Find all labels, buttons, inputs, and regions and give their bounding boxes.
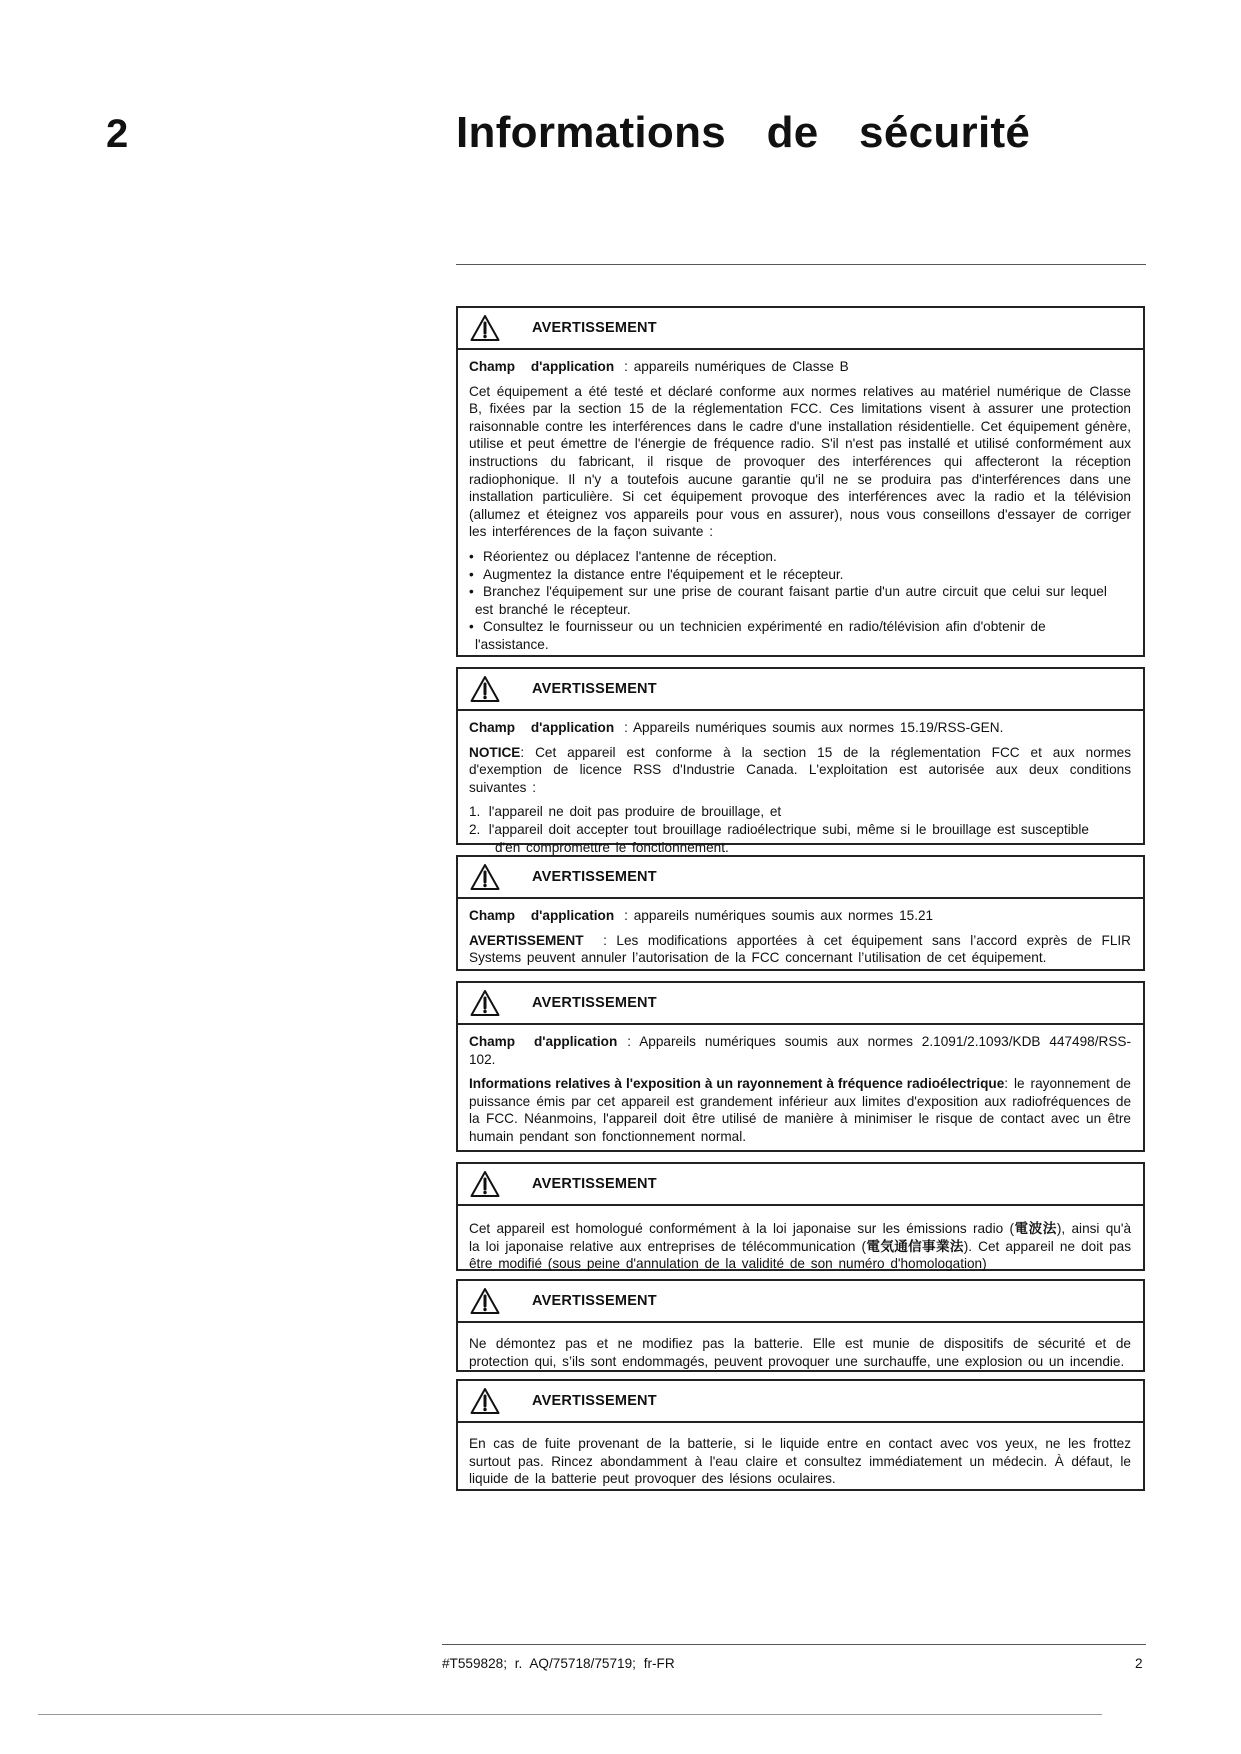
scope-line: Champ d'application : appareils numériques de Classe B: [469, 359, 849, 374]
warning-title: AVERTISSEMENT: [532, 869, 657, 885]
japanese-telecom-law: 電気通信事業法: [866, 1238, 964, 1254]
scope-text: Appareils numériques soumis aux normes 2.1091/2.1093/KDB 447498/RSS-102.: [469, 1034, 1131, 1067]
warning-title: AVERTISSEMENT: [532, 1293, 657, 1309]
warning-body: [458, 711, 1143, 862]
warning-paragraph: Cet équipement a été testé et déclaré conforme aux normes relatives au matériel numérique de Classe B, fixées par la section 15 de la réglementation FCC. Ces limitations visent à assurer une protection raisonnable contre les interférences dans le cadre d'une installation résidentielle. Cet équipement génère, utilise et peut émettre de l'énergie de fréquence radio. S'il n'est pas installé et utilisé conformément aux instructions du fabricant, il risque de provoquer des interférences qui affecteront la réception radiophonique. Il n'y a toutefois aucune garantie qu'il ne se produira pas d'interférences dans une installation particulière. Si cet équipement provoque des interférences avec la radio et la télévision (allumez et éteignez vos appareils pour vous en assurer), nous vous conseillons d'essayer de corriger les interférences de la façon suivante :: [469, 383, 1131, 540]
list-item: • Réorientez ou déplacez l'antenne de réception.: [469, 548, 1131, 566]
page-title: Informations de sécurité: [456, 108, 1031, 157]
warning-triangle-icon: [470, 989, 500, 1017]
warning-header: [458, 308, 1143, 350]
inner-warning-label: AVERTISSEMENT: [469, 932, 584, 948]
bullet-list: [469, 548, 1131, 654]
warning-header: [458, 983, 1143, 1025]
warning-header: [458, 857, 1143, 899]
scope-text: appareils numériques soumis aux normes 15.21: [633, 908, 934, 923]
warning-title: AVERTISSEMENT: [532, 320, 657, 336]
scope-label: Champ d'application: [469, 359, 615, 374]
scope-text: appareils numériques de Classe B: [633, 359, 849, 374]
document-reference: #T559828; r. AQ/75718/75719; fr-FR: [442, 1656, 675, 1671]
numbered-list: [469, 803, 1131, 856]
scope-text: Appareils numériques soumis aux normes 15.19/RSS-GEN.: [632, 720, 1004, 735]
warning-triangle-icon: [470, 314, 500, 342]
warning-box-rss-gen: [456, 667, 1145, 855]
warning-title: AVERTISSEMENT: [532, 995, 657, 1011]
warning-triangle-icon: [470, 1170, 500, 1198]
notice-paragraph: [469, 744, 1131, 797]
warning-triangle-icon: [470, 1387, 500, 1415]
warning-header: [458, 669, 1143, 711]
warning-box-japan: [456, 1162, 1145, 1271]
header-divider: [456, 264, 1146, 265]
warning-paragraph: Ne démontez pas et ne modifiez pas la batterie. Elle est munie de dispositifs de sécurité et de protection qui, s’ils sont endommagés, peuvent provoquer une surchauffe, une explosion ou un incendie.: [469, 1336, 1131, 1369]
warning-header: [458, 1381, 1143, 1423]
warning-triangle-icon: [470, 675, 500, 703]
warning-title: AVERTISSEMENT: [532, 1176, 657, 1192]
warning-title: AVERTISSEMENT: [532, 1393, 657, 1409]
list-item: 1. l'appareil ne doit pas produire de brouillage, et: [469, 804, 782, 820]
scope-line: Champ d'application : appareils numériques soumis aux normes 15.21: [469, 908, 934, 923]
scope-label: Champ d'application: [469, 908, 615, 923]
scope-line: Champ d'application : Appareils numériques soumis aux normes 15.19/RSS-GEN.: [469, 720, 1004, 735]
warning-box-class-b: [456, 306, 1145, 657]
list-item: • Consultez le fournisseur ou un technicien expérimenté en radio/télévision afin d'obtenir de l'assistance.: [469, 618, 1131, 653]
warning-triangle-icon: [470, 1287, 500, 1315]
warning-body: [458, 899, 1143, 973]
list-item: • Augmentez la distance entre l'équipement et le récepteur.: [469, 566, 1131, 584]
info-label: Informations relatives à l'exposition à un rayonnement à fréquence radioélectrique: [469, 1076, 1005, 1092]
footer-divider: [442, 1644, 1146, 1645]
notice-text: : Cet appareil est conforme à la section 15 de la réglementation FCC et aux normes d'exemption de licence RSS d'Industrie Canada. L'exploitation est autorisée aux deux conditions suivantes :: [469, 744, 1131, 795]
warning-header: [458, 1164, 1143, 1206]
warning-body: [458, 1423, 1143, 1494]
warning-paragraph: Cet appareil est homologué conformément à la loi japonaise sur les émissions radio (電波法), ainsi qu'à la loi japonaise relative aux entreprises de télécommunication (電気通信事業法). Cet appareil ne doit pas être modifié (sous peine d'annulation de la validité de son numéro d'homologation): [469, 1221, 1132, 1272]
page-number: 2: [1135, 1656, 1143, 1671]
japanese-radio-law: 電波法: [1014, 1221, 1057, 1236]
warning-body: [458, 350, 1143, 660]
warning-text: Les modifications apportées à cet équipement sans l’accord exprès de FLIR Systems peuvent annuler l’autorisation de la FCC concernant l’utilisation de cet équipement.: [469, 932, 1132, 966]
warning-box-15-21: [456, 855, 1145, 971]
warning-box-rf-exposure: [456, 981, 1145, 1152]
warning-title: AVERTISSEMENT: [532, 681, 657, 697]
warning-body: [458, 1025, 1143, 1152]
notice-label: NOTICE: [469, 744, 521, 760]
info-text: : le rayonnement de puissance émis par cet appareil est grandement inférieur aux limites d'exposition aux radiofréquences de la FCC. Néanmoins, l'appareil doit être utilisé de manière à minimiser le risque de contact avec un être humain pendant son fonctionnement normal.: [469, 1076, 1131, 1144]
warning-paragraph: En cas de fuite provenant de la batterie, si le liquide entre en contact avec vos yeux, ne les frottez surtout pas. Rincez abondamment à l'eau claire et consultez immédiatement un médecin. À défaut, le liquide de la batterie peut provoquer des lésions oculaires.: [469, 1436, 1131, 1487]
chapter-number: 2: [106, 112, 129, 156]
scope-line: Champ d'application : Appareils numériques soumis aux normes 2.1091/2.1093/KDB 447498/RSS-102.: [469, 1034, 1131, 1067]
warning-body: [458, 1206, 1143, 1279]
list-item: • Branchez l'équipement sur une prise de courant faisant partie d'un autre circuit que celui sur lequel est branché le récepteur.: [469, 583, 1131, 618]
warning-triangle-icon: [470, 863, 500, 891]
warning-body: [458, 1323, 1143, 1376]
scope-label: Champ d'application: [469, 1034, 618, 1049]
list-item: 2. l'appareil doit accepter tout brouillage radioélectrique subi, même si le brouillage est susceptible d'en compromettre le fonctionnement.: [469, 821, 1089, 855]
page-edge-line: [38, 1714, 1102, 1715]
warning-box-battery-disassembly: [456, 1279, 1145, 1372]
warning-header: [458, 1281, 1143, 1323]
scope-label: Champ d'application: [469, 720, 615, 735]
warning-paragraph: [469, 1075, 1131, 1145]
warning-paragraph: AVERTISSEMENT : Les modifications apportées à cet équipement sans l’accord exprès de FLIR Systems peuvent annuler l’autorisation de la FCC concernant l’utilisation de cet équipement.: [469, 932, 1132, 966]
warning-box-battery-leak: [456, 1379, 1145, 1491]
